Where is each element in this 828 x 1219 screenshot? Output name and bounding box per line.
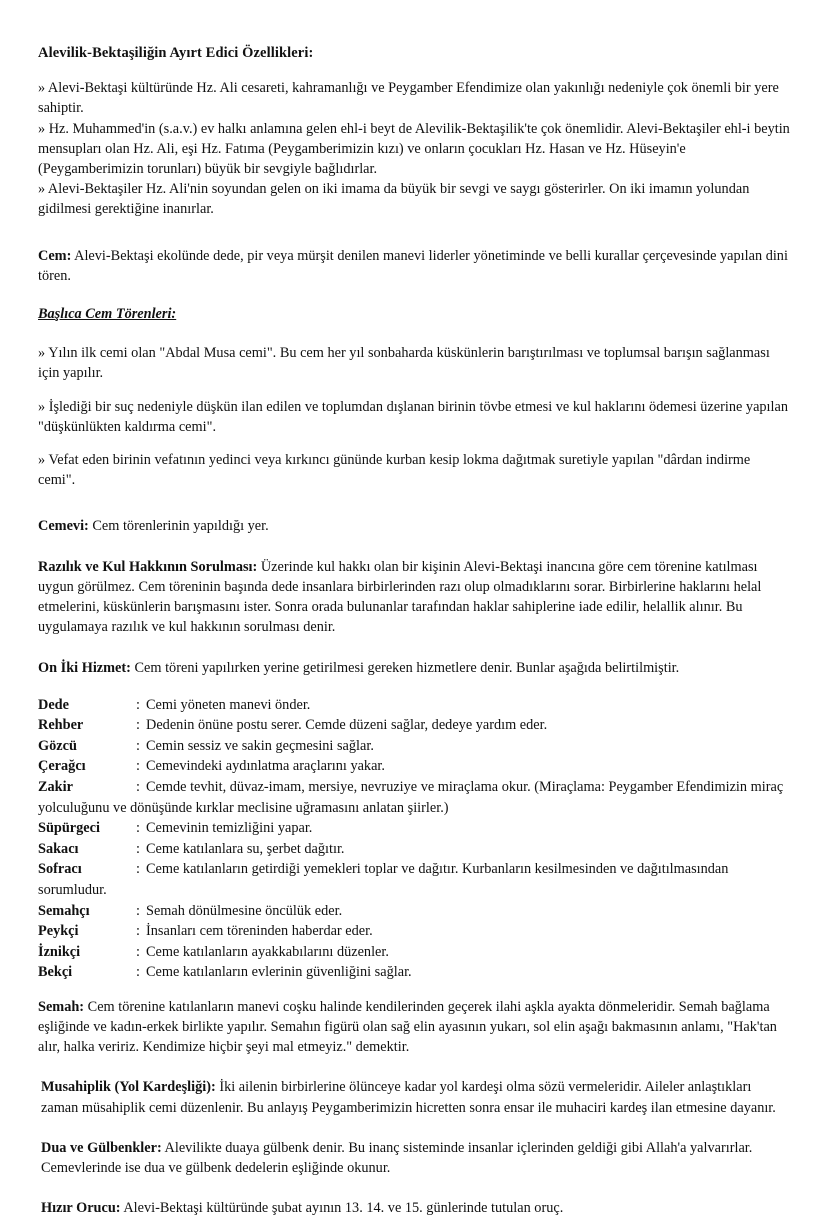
hizmet-row — [38, 777, 790, 818]
cem-torenleri-heading: Başlıca Cem Törenleri: — [38, 306, 177, 323]
hizmet-name: Dede — [38, 696, 69, 713]
hizmet-description: Dedenin önüne postu serer. Cemde düzeni sağlar, dedeye yardım eder. — [146, 717, 548, 734]
hizmet-row — [38, 736, 790, 757]
hizmet-description: Cemin sessiz ve sakin geçmesini sağlar. — [146, 737, 374, 754]
cemevi-definition — [38, 516, 790, 536]
hizmet-name: Sakacı — [38, 840, 79, 857]
hizmet-description: Ceme katılanlara su, şerbet dağıtır. — [146, 840, 345, 857]
hizir-orucu-text: Alevi-Bektaşi kültüründe şubat ayının 13. 14. ve 15. günlerinde tutulan oruç. — [120, 1200, 564, 1217]
hizmet-list — [38, 695, 790, 983]
hizmet-row — [38, 695, 790, 716]
hizmet-description: Ceme katılanların getirdiği yemekleri toplar ve dağıtır. Kurbanların kesilmesinden ve dağıtılmasından sorumludur. — [38, 861, 729, 898]
on-iki-hizmet-label: On İki Hizmet: — [38, 659, 131, 676]
hizmet-row — [38, 859, 790, 900]
hizmet-colon: : — [136, 717, 140, 734]
hizmet-row — [38, 942, 790, 963]
hizmet-description: Semah dönülmesine öncülük eder. — [146, 902, 343, 919]
hizmet-name: İznikçi — [38, 943, 81, 960]
hizmet-description: Cemevindeki aydınlatma araçlarını yakar. — [146, 758, 385, 775]
hizmet-name: Bekçi — [38, 964, 73, 981]
hizmet-colon: : — [136, 840, 140, 857]
cemevi-text: Cem törenlerinin yapıldığı yer. — [88, 518, 269, 535]
hizmet-colon: : — [136, 696, 140, 713]
musahiplik-text: İki ailenin birbirlerine ölünceye kadar yol kardeşi olma sözü vermeleridir. Aileler anlaştıkları zaman müsahiplik cemi düzenlenir. Bu anlayış Peygamberimizin hicretten sonra ensar ile muhaciri kardeş ilan etmesine dayanır. — [41, 1079, 776, 1116]
intro-bullet-1: » Alevi-Bektaşi kültüründe Hz. Ali cesareti, kahramanlığı ve Peygamber Efendimize olan yakınlığı nedeniyle çok önemli bir yere sahiptir. — [38, 80, 779, 117]
intro-bullet-2: » Hz. Muhammed'in (s.a.v.) ev halkı anlamına gelen ehl-i beyt de Alevilik-Bektaşilik'te çok önemlidir. Alevi-Bektaşiler ehl-i beytin mensupları olan Hz. Ali, eşi Hz. Fatıma (Peygamberimizin kızı) ve onların çocukları Hz. Hasan ve Hz. Hüseyin'e (Peygamberimizin torunları) büyük bir sevgiyle bağlıdırlar. — [38, 120, 790, 177]
spacer — [38, 1131, 790, 1138]
cem-toreni-bullet-3: » Vefat eden birinin vefatının yedinci veya kırkıncı gününde kurban kesip lokma dağıtmak suretiyle yapılan "dârdan indirme cemi". — [38, 451, 751, 489]
razilik-label: Razılık ve Kul Hakkının Sorulması: — [38, 558, 258, 575]
hizmet-colon: : — [136, 964, 140, 981]
razilik-definition — [38, 557, 790, 638]
hizmet-name: Süpürgeci — [38, 820, 100, 837]
spacer — [38, 1191, 790, 1198]
hizir-orucu-definition — [41, 1198, 790, 1218]
cem-definition — [38, 246, 790, 286]
hizmet-colon: : — [136, 758, 140, 775]
intro-bullet-3: » Alevi-Bektaşiler Hz. Ali'nin soyundan gelen on iki imama da büyük bir sevgi ve saygı gösterirler. On iki imamın yolundan gidilmesi gerektiğine inanırlar. — [38, 181, 750, 218]
cemevi-label: Cemevi: — [38, 518, 89, 535]
razilik-text: Üzerinde kul hakkı olan bir kişinin Alevi-Bektaşi inancına göre cem törenine katılması uygun görülmez. Cem töreninin başında dede insanlara birbirlerinden razı olup olmadıklarını sorar. Birbirlerine haklarını helal etmelerini, küskünlerin barışmasını ister. Sonra orada bulunanlar tarafından haklar sahiplerine iade edilir, helallik alınır. Bu uygulamaya razılık ve kul hakkının sorulması denir. — [38, 558, 762, 636]
hizmet-description: Ceme katılanların ayakkabılarını düzenler. — [146, 943, 389, 960]
cem-label: Cem: — [38, 247, 72, 264]
hizir-orucu-label: Hızır Orucu: — [41, 1200, 121, 1217]
semah-text: Cem törenine katılanların manevi coşku halinde kendilerinden geçerek ilahi aşkla ayakta dönmeleridir. Semah bağlama eşliğinde ve kadın-erkek birlikte yapılır. Semahın figürü olan sağ elin ayasının yukarı, sol elin aşağı bakmasının anlamı, "Hak'tan alır, halka veririz. Kendimize hiçbir şeyi mal etmeyiz." demektir. — [38, 998, 777, 1056]
hizmet-row — [38, 839, 790, 860]
spacer — [38, 503, 790, 516]
hizmet-description: Cemde tevhit, düvaz-imam, mersiye, nevruziye ve miraçlama okur. (Miraçlama: Peygamber Efendimizin miraç yolculuğunu ve dönüşünde kırklar meclisine uğramasını anlatan şiirler.) — [38, 779, 784, 816]
hizmet-colon: : — [136, 820, 140, 837]
hizmet-row — [38, 921, 790, 942]
spacer — [38, 233, 790, 246]
page-title: Alevilik-Bektaşiliğin Ayırt Edici Özellikleri: — [38, 45, 314, 61]
cem-toreni-bullet-1: » Yılın ilk cemi olan "Abdal Musa cemi". Bu cem her yıl sonbaharda küskünlerin barıştırılması ve toplumsal barışın sağlanması için yapılır. — [38, 345, 770, 382]
hizmet-row — [38, 756, 790, 777]
cem-toreni-bullet-2: » İşlediği bir suç nedeniyle düşkün ilan edilen ve toplumdan dışlanan birinin tövbe etmesi ve kul haklarını ödemesi üzerine yapılan "düşkünlükten kaldırma cemi". — [38, 398, 788, 435]
spacer — [38, 651, 790, 658]
dua-gulbenkler-definition — [41, 1138, 790, 1178]
on-iki-hizmet-definition — [38, 658, 790, 678]
hizmet-colon: : — [136, 943, 140, 960]
dua-gulbenkler-label: Dua ve Gülbenkler: — [41, 1139, 162, 1156]
hizmet-row — [38, 715, 790, 736]
hizmet-row — [38, 901, 790, 922]
hizmet-colon: : — [136, 861, 140, 878]
hizmet-description: İnsanları cem töreninden haberdar eder. — [146, 923, 373, 940]
hizmet-row — [38, 962, 790, 983]
cem-torenleri-bullet-list — [38, 343, 790, 490]
hizmet-description: Ceme katılanların evlerinin güvenliğini sağlar. — [146, 964, 412, 981]
hizmet-name: Rehber — [38, 717, 84, 734]
hizmet-name: Çerağcı — [38, 758, 86, 775]
spacer — [38, 336, 790, 343]
hizmet-description: Cemi yöneten manevi önder. — [146, 696, 311, 713]
musahiplik-label: Musahiplik (Yol Kardeşliği): — [41, 1079, 216, 1096]
hizmet-colon: : — [136, 923, 140, 940]
intro-bullet-list — [38, 78, 790, 220]
spacer — [38, 299, 790, 306]
hizmet-name: Semahçı — [38, 902, 90, 919]
cem-text: Alevi-Bektaşi ekolünde dede, pir veya mürşit denilen manevi liderler yönetiminde ve belli kurallar çerçevesinde yapılan dini tören. — [38, 247, 788, 284]
semah-label: Semah: — [38, 998, 85, 1015]
hizmet-colon: : — [136, 737, 140, 754]
on-iki-hizmet-text: Cem töreni yapılırken yerine getirilmesi gereken hizmetlere denir. Bunlar aşağıda belirtilmiştir. — [130, 659, 680, 676]
hizmet-colon: : — [136, 902, 140, 919]
hizmet-name: Sofracı — [38, 861, 82, 878]
hizmet-description: Cemevinin temizliğini yapar. — [146, 820, 313, 837]
hizmet-colon: : — [136, 779, 140, 796]
dua-gulbenkler-text: Alevilikte duaya gülbenk denir. Bu inanç sisteminde insanlar içlerinden geldiği gibi Allah'a yalvarırlar. Cemevlerinde ise dua ve gülbenk dedelerin eşliğinde okunur. — [41, 1139, 753, 1177]
hizmet-name: Gözcü — [38, 737, 77, 754]
spacer — [38, 1070, 790, 1077]
hizmet-name: Zakir — [38, 779, 73, 796]
hizmet-row — [38, 818, 790, 839]
spacer — [38, 550, 790, 557]
musahiplik-definition — [41, 1077, 790, 1117]
semah-definition — [38, 997, 790, 1058]
hizmet-name: Peykçi — [38, 923, 79, 940]
